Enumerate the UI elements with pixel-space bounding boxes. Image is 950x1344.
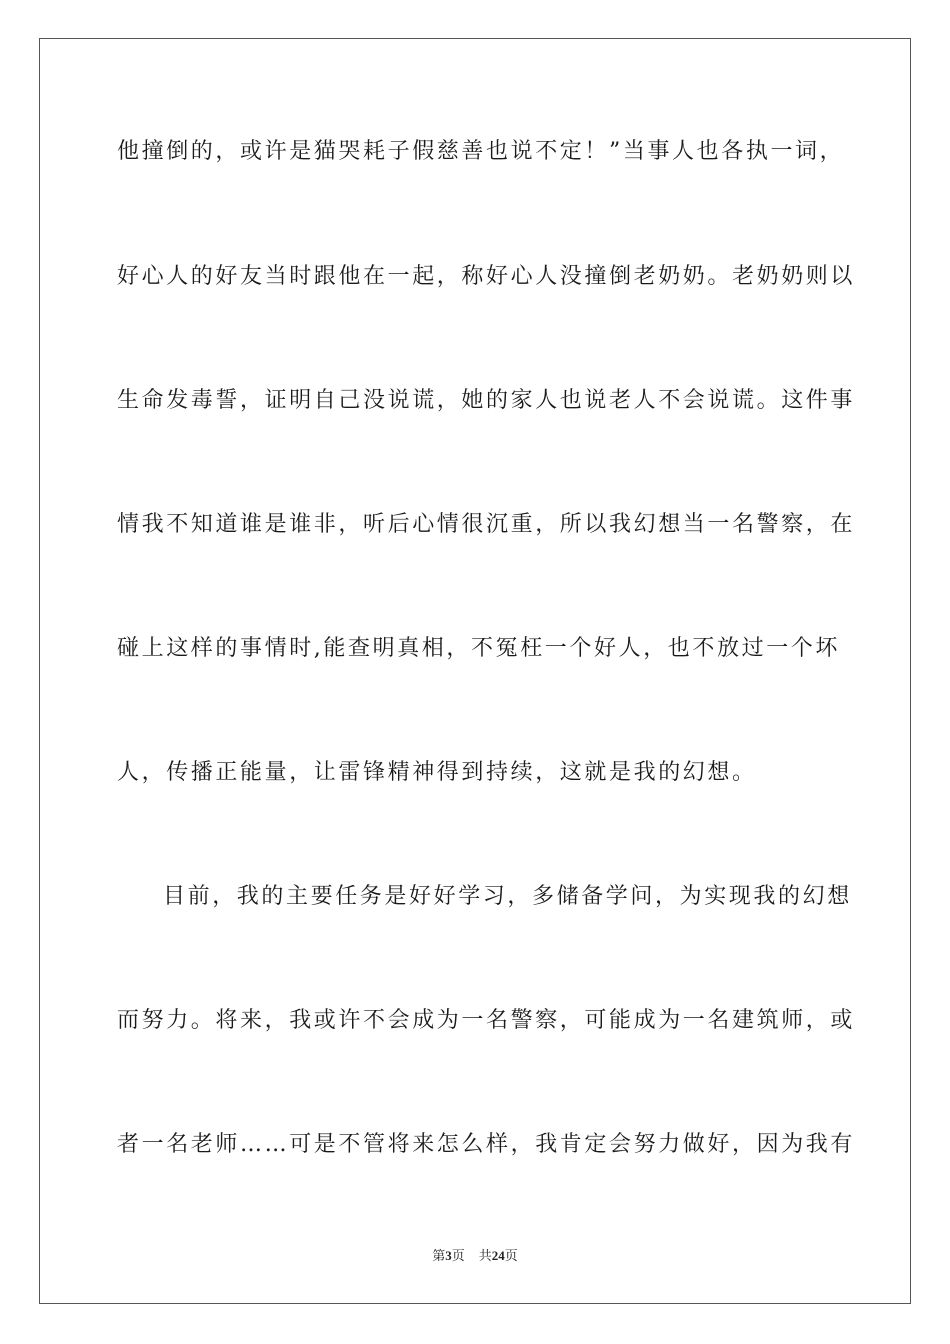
page-number: 3 bbox=[445, 1248, 452, 1263]
body-line-9: 者一名老师……可是不管将来怎么样，我肯定会努力做好，因为我有 bbox=[117, 1132, 856, 1157]
body-line-6: 人，传播正能量，让雷锋精神得到持续，这就是我的幻想。 bbox=[117, 760, 757, 785]
body-line-4: 情我不知道谁是谁非，听后心情很沉重，所以我幻想当一名警察，在 bbox=[117, 512, 856, 537]
page-suffix: 页 bbox=[451, 1248, 465, 1263]
body-line-7: 目前，我的主要任务是好好学习，多储备学问，为实现我的幻想 bbox=[163, 884, 852, 909]
body-line-2: 好心人的好友当时跟他在一起，称好心人没撞倒老奶奶。老奶奶则以 bbox=[117, 264, 856, 289]
total-suffix: 页 bbox=[504, 1248, 518, 1263]
page-footer bbox=[0, 1247, 950, 1265]
page-border bbox=[39, 38, 911, 1304]
total-pages: 24 bbox=[491, 1248, 505, 1263]
body-line-5: 碰上这样的事情时,能查明真相，不冤枉一个好人，也不放过一个坏 bbox=[117, 636, 840, 661]
total-prefix: 共 bbox=[478, 1248, 492, 1263]
page-prefix: 第 bbox=[432, 1248, 446, 1263]
body-line-8: 而努力。将来，我或许不会成为一名警察，可能成为一名建筑师，或 bbox=[117, 1008, 856, 1033]
body-line-3: 生命发毒誓，证明自己没说谎，她的家人也说老人不会说谎。这件事 bbox=[117, 388, 856, 413]
body-line-1: 他撞倒的，或许是猫哭耗子假慈善也说不定！”当事人也各执一词， bbox=[117, 139, 845, 164]
